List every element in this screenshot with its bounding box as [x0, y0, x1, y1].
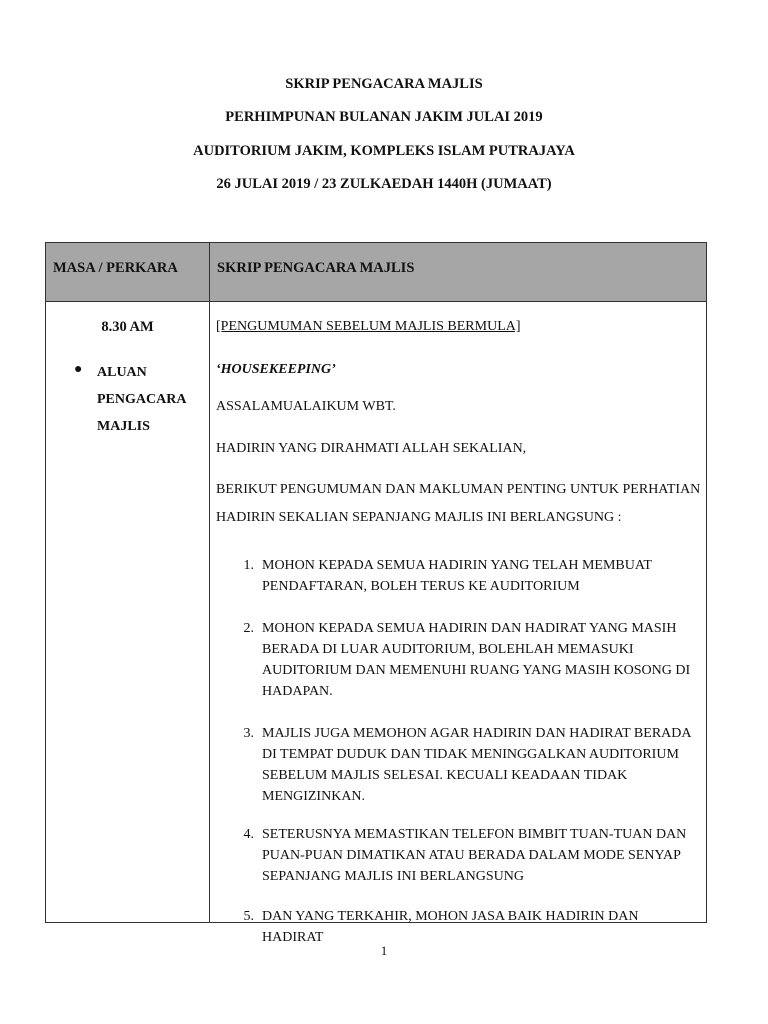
time-label: 8.30 AM	[101, 319, 154, 335]
time-cell	[46, 302, 210, 923]
audience-address: HADIRIN YANG DIRAHMATI ALLAH SEKALIAN,	[216, 441, 527, 456]
agenda-item: ALUAN PENGACARA MAJLIS	[97, 365, 187, 434]
intro-line-1: BERIKUT PENGUMUMAN DAN MAKLUMAN PENTING UNTUK PERHATIAN	[216, 482, 701, 497]
title-line-2: PERHIMPUNAN BULANAN JAKIM JULAI 2019	[225, 109, 543, 125]
column-header-script: SKRIP PENGACARA MAJLIS	[210, 243, 707, 302]
announcement-heading: [PENGUMUMAN SEBELUM MAJLIS BERMULA]	[216, 319, 521, 334]
script-table	[45, 242, 707, 945]
housekeeping-label: ‘HOUSEKEEPING’	[216, 362, 336, 377]
title-line-4: 26 JULAI 2019 / 23 ZULKAEDAH 1440H (JUMAAT)	[216, 176, 552, 192]
column-header-time: MASA / PERKARA	[46, 243, 210, 302]
title-line-1: SKRIP PENGACARA MAJLIS	[285, 76, 483, 92]
title-line-3: AUDITORIUM JAKIM, KOMPLEKS ISLAM PUTRAJAYA	[193, 143, 575, 159]
intro-line-2: HADIRIN SEKALIAN SEPANJANG MAJLIS INI BERLANGSUNG :	[216, 510, 622, 525]
page-number: 1	[380, 943, 388, 958]
bullet-icon: ●	[74, 362, 83, 377]
script-cell: [PENGUMUMAN SEBELUM MAJLIS BERMULA] ‘HOUSEKEEPING’ ASSALAMUALAIKUM WBT. HADIRIN YANG DIRAHMATI ALLAH SEKALIAN, BERIKUT PENGUMUMAN DAN MAKLUMAN PENTING UNTUK PERHATIAN HADIRIN SEKALIAN SEPANJANG MAJLIS INI BERLANGSUNG : 1. MOHON KEPADA SEMUA HADIRIN YANG TELAH MEMBUAT PENDAFTARAN, BOLEH TERUS KE AUDITORIUM 2. MOHON KEPADA SEMUA HADIRIN DAN HADIRAT YANG MASIH BERADA DI LUAR AUDITORIUM, BOLEHLAH MEMASUKI AUDITORIUM DAN MEMENUHI RUANG YANG MASIH KOSONG DI HADAPAN. 3. MAJLIS JUGA MEMOHON AGAR HADIRIN DAN HADIRAT BERADA DI TEMPAT DUDUK DAN TIDAK MENINGGALKAN AUDITORIUM SEBELUM MAJLIS SELESAI. KECUALI KEADAAN TIDAK MENGIZINKAN. 4. SETERUSNYA MEMASTIKAN TELEFON BIMBIT TUAN-TUAN DAN PUAN-PUAN DIMATIKAN ATAU BERADA DALAM MODE SENYAP SEPANJANG MAJLIS INI BERLANGSUNG 5. DAN YANG TERKAHIR, MOHON JASA BAIK HADIRIN DAN HADIRAT	[210, 302, 707, 923]
greeting: ASSALAMUALAIKUM WBT.	[216, 399, 396, 414]
